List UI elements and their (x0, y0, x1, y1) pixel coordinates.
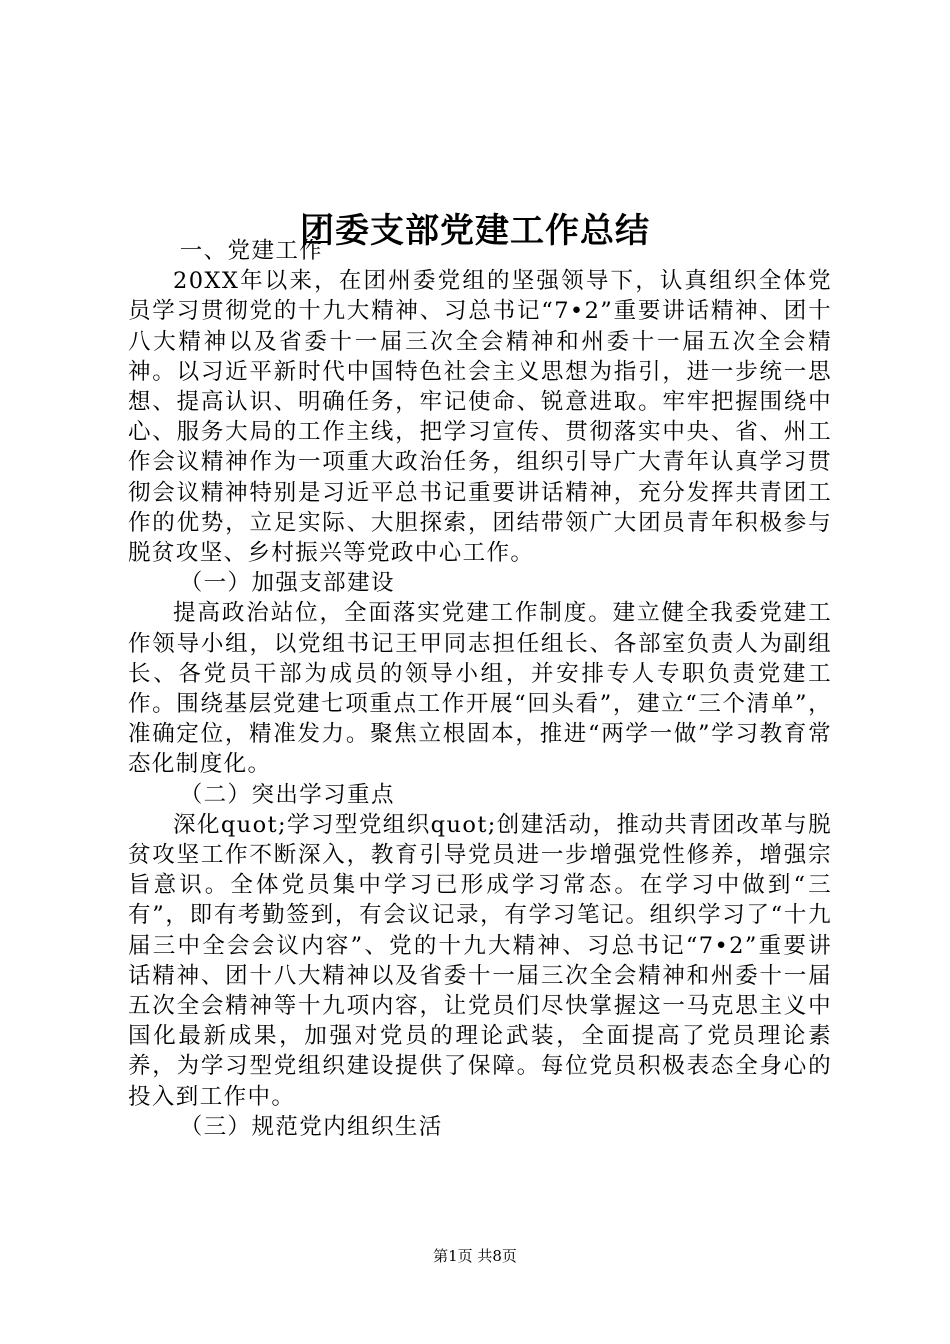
section-heading: 一、党建工作 (179, 238, 324, 264)
subsection-heading: （二）突出学习重点 (179, 781, 395, 808)
subsection-heading: （一）加强支部建设 (179, 570, 395, 597)
document-body (128, 236, 832, 1142)
document-title: 团委支部党建工作总结 (300, 210, 650, 251)
body-paragraph: 深化quot;学习型党组织quot;创建活动，推动共青团改革与脱贫攻坚工作不断深入，教育引导党员进一步增强党性修养，增强宗旨意识。全体党员集中学习已形成学习常态。在学习中做到“三有”，即有考勤签到，有会议记录，有学习笔记。组织学习了“十九届三中全会会议内容”、党的十九大精神、习总书记“7•2”重要讲话精神、团十八大精神以及省委十一届三次全会精神和州委十一届五次全会精神等十九项内容，让党员们尽快掌握这一马克思主义中国化最新成果，加强对党员的理论武装，全面提高了党员理论素养，为学习型党组织建设提供了保障。每位党员积极表态全身心的投入到工作中。 (128, 811, 832, 1110)
body-paragraph: 20XX年以来，在团州委党组的坚强领导下，认真组织全体党员学习贯彻党的十九大精神、习总书记“7•2”重要讲话精神、团十八大精神以及省委十一届三次全会精神和州委十一届五次全会精神。以习近平新时代中国特色社会主义思想为指引，进一步统一思想、提高认识、明确任务，牢记使命、锐意进取。牢牢把握围绕中心、服务大局的工作主线，把学习宣传、贯彻落实中央、省、州工作会议精神作为一项重大政治任务，组织引导广大青年认真学习贯彻会议精神特别是习近平总书记重要讲话精神，充分发挥共青团工作的优势，立足实际、大胆探索，团结带领广大团员青年积极参与脱贫攻坚、乡村振兴等党政中心工作。 (128, 268, 832, 567)
subsection-heading: （三）规范党内组织生活 (179, 1113, 443, 1140)
body-paragraph: 提高政治站位，全面落实党建工作制度。建立健全我委党建工作领导小组，以党组书记王甲同志担任组长、各部室负责人为副组长、各党员干部为成员的领导小组，并安排专人专职负责党建工作。围绕基层党建七项重点工作开展“回头看”，建立“三个清单”，准确定位，精准发力。聚焦立根固本，推进“两学一做”学习教育常态化制度化。 (128, 600, 832, 778)
page-footer: 第1页 共8页 (433, 1247, 517, 1265)
